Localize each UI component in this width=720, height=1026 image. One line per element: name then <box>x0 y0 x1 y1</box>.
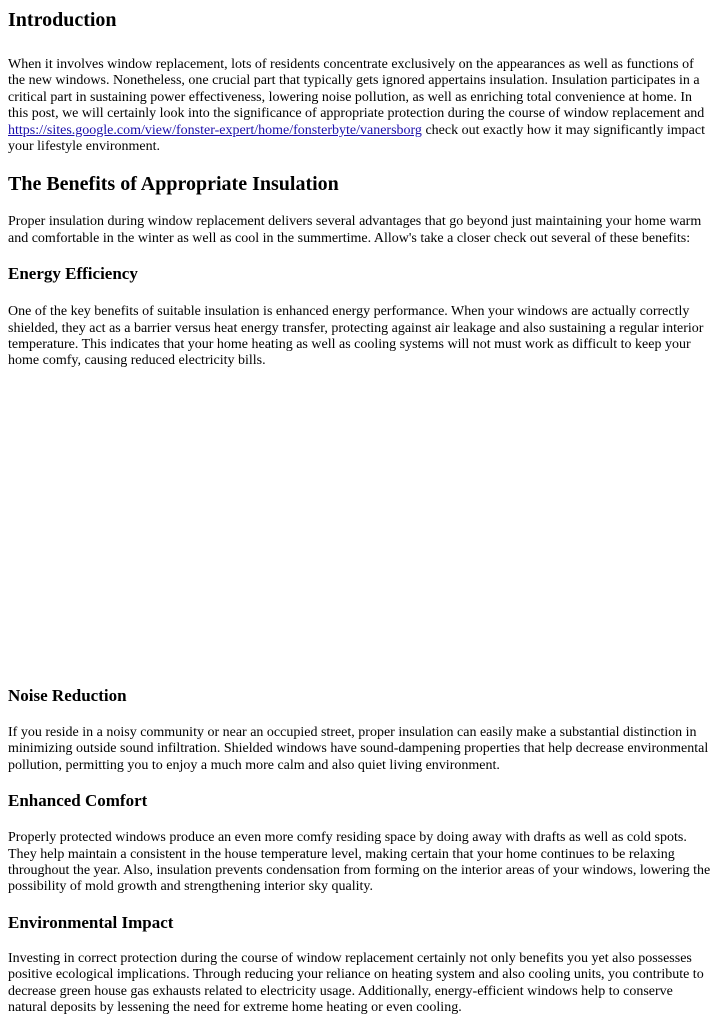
benefits-heading: The Benefits of Appropriate Insulation <box>8 173 339 196</box>
noise-reduction-paragraph: If you reside in a noisy community or near an occupied street, proper insulation can easily make a substantial distinction in minimizing outside sound infiltration. Shielded windows have sound-dampening properties that help decrease environmental pollution, permitting you to enjoy a much more calm and also quiet living environment. <box>8 724 709 773</box>
article-link[interactable]: https://sites.google.com/view/fonster-expert/home/fonsterbyte/vanersborg <box>8 122 422 138</box>
intro-paragraph <box>8 57 712 155</box>
intro-text-before-link: When it involves window replacement, lots of residents concentrate exclusively on the appearances as well as functions of the new windows. Nonetheless, one crucial part that typically gets ignored appertains insulation. Insulation participates in a critical part in sustaining power effectiveness, lowering noise pollution, as well as enriching total convenience at home. In this post, we will certainly look into the significance of appropriate protection during the course of window replacement and <box>8 57 705 122</box>
benefits-paragraph: Proper insulation during window replacement delivers several advantages that go beyond just maintaining your home warm and comfortable in the winter as well as cool in the summertime. Allow's take a closer check out several of these benefits: <box>8 214 702 246</box>
enhanced-comfort-heading: Enhanced Comfort <box>8 791 148 811</box>
environmental-impact-paragraph: Investing in correct protection during the course of window replacement certainly not only benefits you yet also possesses positive ecological implications. Through reducing your reliance on heating system and also cooling units, you contribute to decrease green house gas exhausts related to electricity usage. Additionally, energy-efficient windows help to conserve natural deposits by lessening the need for extreme home heating or even cooling. <box>8 950 704 1015</box>
article <box>0 8 720 1016</box>
noise-reduction-heading: Noise Reduction <box>8 685 127 705</box>
intro-text-after-link: check out exactly how it may significantly impact your lifestyle environment. <box>8 122 705 155</box>
environmental-impact-heading: Environmental Impact <box>8 912 174 932</box>
energy-efficiency-heading: Energy Efficiency <box>8 264 138 284</box>
energy-efficiency-paragraph: One of the key benefits of suitable insulation is enhanced energy performance. When your windows are actually correctly shielded, they act as a barrier versus heat energy transfer, protecting against air leakage and also sustaining a regular interior temperature. This indicates that your home heating as well as cooling systems will not must work as difficult to keep your home comfy, causing reduced electricity bills. <box>8 304 704 369</box>
blank-image-area <box>8 370 712 686</box>
intro-heading: Introduction <box>8 9 117 31</box>
enhanced-comfort-paragraph: Properly protected windows produce an even more comfy residing space by doing away with drafts as well as cold spots. They help maintain a consistent in the house temperature level, making certain that your home continues to be relaxing throughout the year. Also, insulation prevents condensation from forming on the interior areas of your windows, lowering the possibility of mold growth and strengthening interior sky quality. <box>8 830 711 895</box>
